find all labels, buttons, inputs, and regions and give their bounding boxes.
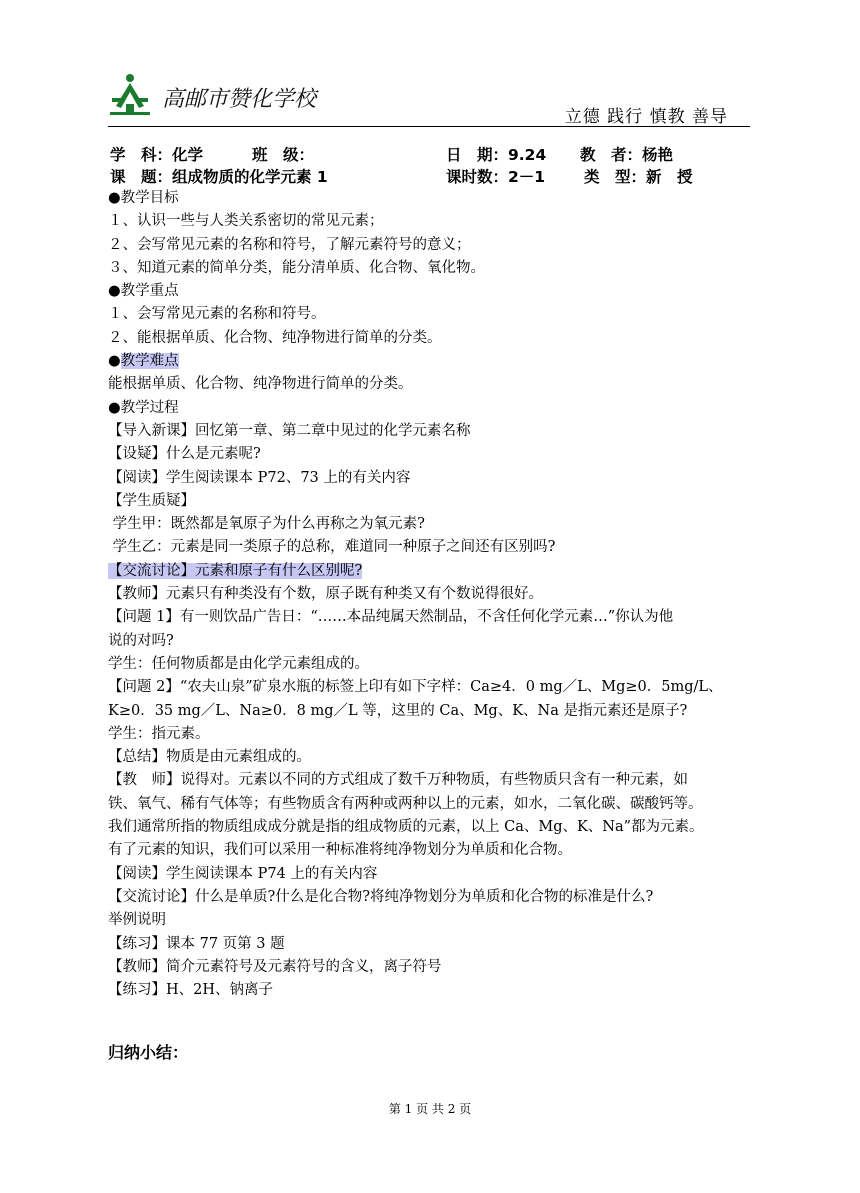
lesson-line — [108, 560, 758, 583]
header-rule — [108, 126, 750, 127]
lesson-line: 【教 师】说得对。元素以不同的方式组成了数千万种物质，有些物质只含有一种元素，如 — [108, 772, 688, 789]
lesson-line: 【教师】简介元素符号及元素符号的含义，离子符号 — [108, 958, 442, 975]
page-header — [108, 68, 750, 128]
lesson-line: 【学生质疑】 — [108, 492, 195, 509]
lesson-line: 有了元素的知识，我们可以采用一种标准将纯净物划分为单质和化合物。 — [108, 842, 572, 859]
meta-type: 类 型：新 授 — [584, 168, 693, 186]
lesson-line: 我们通常所指的物质组成成分就是指的组成物质的元素，以上 Ca、Mg、K、Na”都为元素。 — [108, 819, 704, 836]
lesson-line: 【阅读】学生阅读课本 P74 上的有关内容 — [108, 865, 378, 882]
school-logo-text: 高邮市赞化学校 — [162, 87, 317, 112]
highlighted-text: 教学难点 — [120, 353, 179, 370]
meta-subject: 学 科：化学 — [110, 146, 204, 164]
summary-heading: 归纳小结： — [108, 1043, 189, 1062]
lesson-line: 学生：任何物质都是由化学元素组成的。 — [108, 655, 369, 672]
meta-periods: 课时数：2－1 — [446, 168, 546, 186]
lesson-line: 【练习】H、2H、钠离子 — [108, 982, 274, 999]
page-footer: 第 1 页 共 2 页 — [388, 1102, 472, 1116]
lesson-line: 铁、氧气、稀有气体等；有些物质含有两种或两种以上的元素，如水，二氧化碳、碳酸钙等。 — [108, 795, 703, 812]
highlighted-text: 【交流讨论】元素和原子有什么区别呢? — [108, 562, 363, 579]
lesson-line: ２、会写常见元素的名称和符号，了解元素符号的意义； — [108, 236, 471, 253]
lesson-line: ●教学重点 — [108, 283, 179, 300]
school-logo-icon — [108, 68, 317, 120]
lesson-line: 能根据单质、化合物、纯净物进行简单的分类。 — [108, 376, 413, 393]
lesson-line: ●教学目标 — [108, 190, 179, 206]
lesson-line: ●教学过程 — [108, 399, 179, 416]
lesson-line: 【设疑】什么是元素呢? — [108, 446, 261, 463]
lesson-body — [108, 187, 758, 1002]
school-motto: 立德 践行 慎教 善导 — [564, 107, 728, 127]
lesson-line: １、会写常见元素的名称和符号。 — [108, 306, 326, 323]
lesson-line: 【交流讨论】什么是单质?什么是化合物?将纯净物划分为单质和化合物的标准是什么? — [108, 888, 654, 905]
lesson-line: 【教师】元素只有种类没有个数，原子既有种类又有个数说得很好。 — [108, 586, 543, 603]
lesson-line: 【问题 2】“农夫山泉”矿泉水瓶的标签上印有如下字样：Ca≥4．0 mg／L、Mg≥0．5mg/L、 — [108, 679, 723, 696]
meta-teacher: 教 者：杨艳 — [580, 146, 674, 164]
lesson-line: ３、知道元素的简单分类，能分清单质、化合物、氧化物。 — [108, 259, 485, 276]
lesson-line: 学生乙：元素是同一类原子的总称，难道同一种原子之间还有区别吗? — [108, 539, 556, 556]
lesson-line: K≥0．35 mg／L、Na≥0．8 mg／L 等，这里的 Ca、Mg、K、Na 是指元素还是原子? — [108, 702, 688, 719]
lesson-line: 学生甲：既然都是氧原子为什么再称之为氧元素? — [108, 516, 425, 533]
lesson-line: 【阅读】学生阅读课本 P72、73 上的有关内容 — [108, 469, 411, 486]
lesson-line: １、认识一些与人类关系密切的常见元素； — [108, 213, 384, 230]
meta-date: 日 期：9.24 — [446, 146, 547, 164]
lesson-line: 【练习】课本 77 页第 3 题 — [108, 935, 285, 952]
lesson-line: 【导入新课】回忆第一章、第二章中见过的化学元素名称 — [108, 422, 471, 439]
lesson-line — [108, 350, 758, 373]
meta-topic: 课 题：组成物质的化学元素 1 — [110, 168, 328, 186]
lesson-line: 学生：指元素。 — [108, 725, 210, 742]
lesson-line: 【总结】物质是由元素组成的。 — [108, 749, 311, 766]
meta-class: 班 级： — [252, 146, 315, 164]
meta-row-2 — [110, 165, 693, 187]
lesson-line: 【问题 1】有一则饮品广告日：“……本品纯属天然制品，不含任何化学元素…”你认为他 — [108, 609, 674, 626]
lesson-line: 举例说明 — [108, 912, 166, 929]
lesson-line: ２、能根据单质、化合物、纯净物进行简单的分类。 — [108, 329, 442, 346]
bullet-prefix: ● — [108, 353, 121, 370]
lesson-line: 说的对吗? — [108, 632, 174, 649]
meta-row-1 — [110, 143, 674, 165]
